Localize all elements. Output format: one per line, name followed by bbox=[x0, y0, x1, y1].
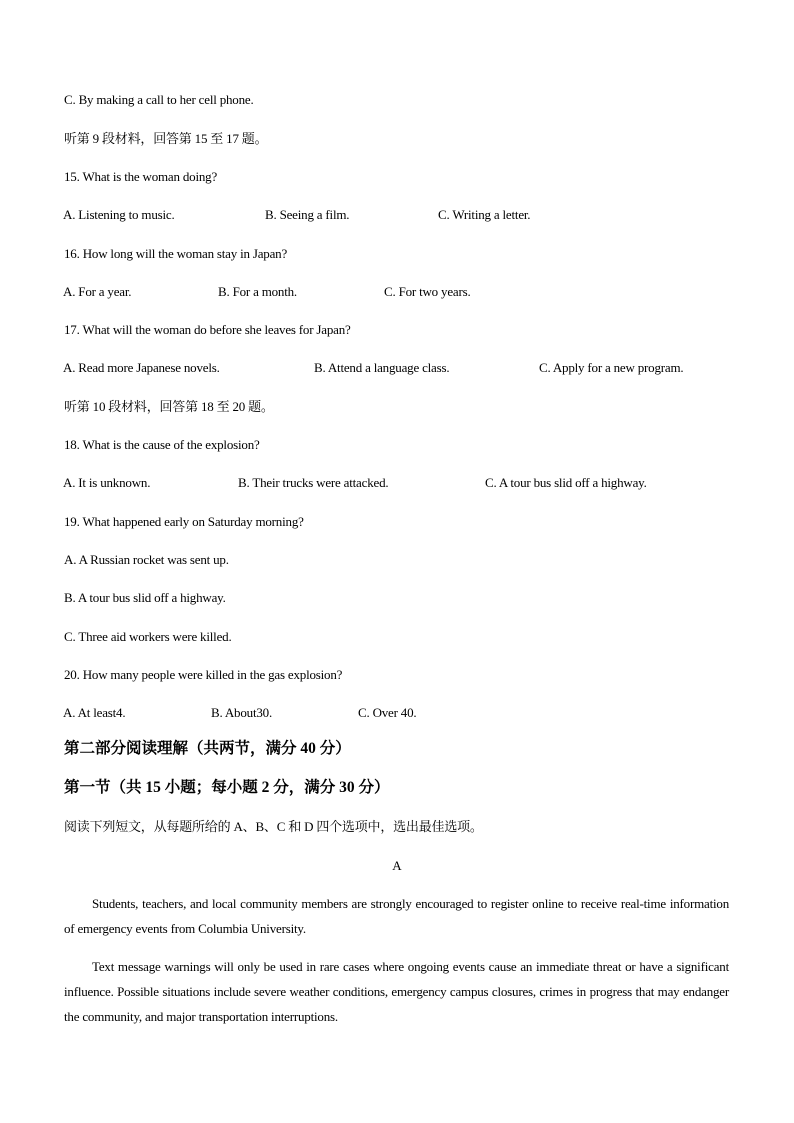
q20-option-b: B. About30. bbox=[211, 705, 273, 720]
q17-option-a: A. Read more Japanese novels. bbox=[63, 360, 220, 375]
q19-option-b: B. A tour bus slid off a highway. bbox=[64, 590, 226, 605]
q15-option-a: A. Listening to music. bbox=[63, 207, 175, 222]
q18-option-c: C. A tour bus slid off a highway. bbox=[485, 475, 647, 490]
q15-question: 15. What is the woman doing? bbox=[64, 169, 218, 184]
q16-option-a: A. For a year. bbox=[63, 284, 132, 299]
section9-instruction: 听第 9 段材料，回答第 15 至 17 题。 bbox=[64, 131, 268, 146]
q18-question: 18. What is the cause of the explosion? bbox=[64, 437, 260, 452]
passage-paragraph-1: Students, teachers, and local community members are strongly encouraged to register online to receive real-time information of emergency events from Columbia University. bbox=[64, 896, 729, 936]
section10-instruction: 听第 10 段材料，回答第 18 至 20 题。 bbox=[64, 399, 274, 414]
passage-label: A bbox=[392, 858, 402, 873]
q17-option-c: C. Apply for a new program. bbox=[539, 360, 684, 375]
part2-heading: 第二部分阅读理解（共两节，满分 40 分） bbox=[64, 740, 351, 757]
q19-option-c: C. Three aid workers were killed. bbox=[64, 629, 232, 644]
q19-question: 19. What happened early on Saturday morning? bbox=[64, 514, 304, 529]
q16-question: 16. How long will the woman stay in Japan? bbox=[64, 246, 288, 261]
q15-option-b: B. Seeing a film. bbox=[265, 207, 350, 222]
q20-option-a: A. At least4. bbox=[63, 705, 126, 720]
section1-heading: 第一节（共 15 小题；每小题 2 分，满分 30 分） bbox=[64, 779, 390, 796]
q17-option-b: B. Attend a language class. bbox=[314, 360, 450, 375]
q18-option-b: B. Their trucks were attacked. bbox=[238, 475, 389, 490]
q19-option-a: A. A Russian rocket was sent up. bbox=[64, 552, 229, 567]
q17-question: 17. What will the woman do before she leaves for Japan? bbox=[64, 322, 351, 337]
passage-paragraph-2: Text message warnings will only be used in rare cases where ongoing events cause an immediate threat or have a significant influence. Possible situations include severe weather conditions, emergency campus closures, crimes in progress that may endanger the community, and major transportation interruptions. bbox=[64, 959, 729, 1024]
q14-option-c: C. By making a call to her cell phone. bbox=[64, 92, 254, 107]
q20-option-c: C. Over 40. bbox=[358, 705, 417, 720]
reading-instruction: 阅读下列短文，从每题所给的 A、B、C 和 D 四个选项中，选出最佳选项。 bbox=[64, 819, 483, 834]
q15-option-c: C. Writing a letter. bbox=[438, 207, 531, 222]
q16-option-c: C. For two years. bbox=[384, 284, 471, 299]
q18-option-a: A. It is unknown. bbox=[63, 475, 151, 490]
q20-question: 20. How many people were killed in the gas explosion? bbox=[64, 667, 343, 682]
q16-option-b: B. For a month. bbox=[218, 284, 297, 299]
